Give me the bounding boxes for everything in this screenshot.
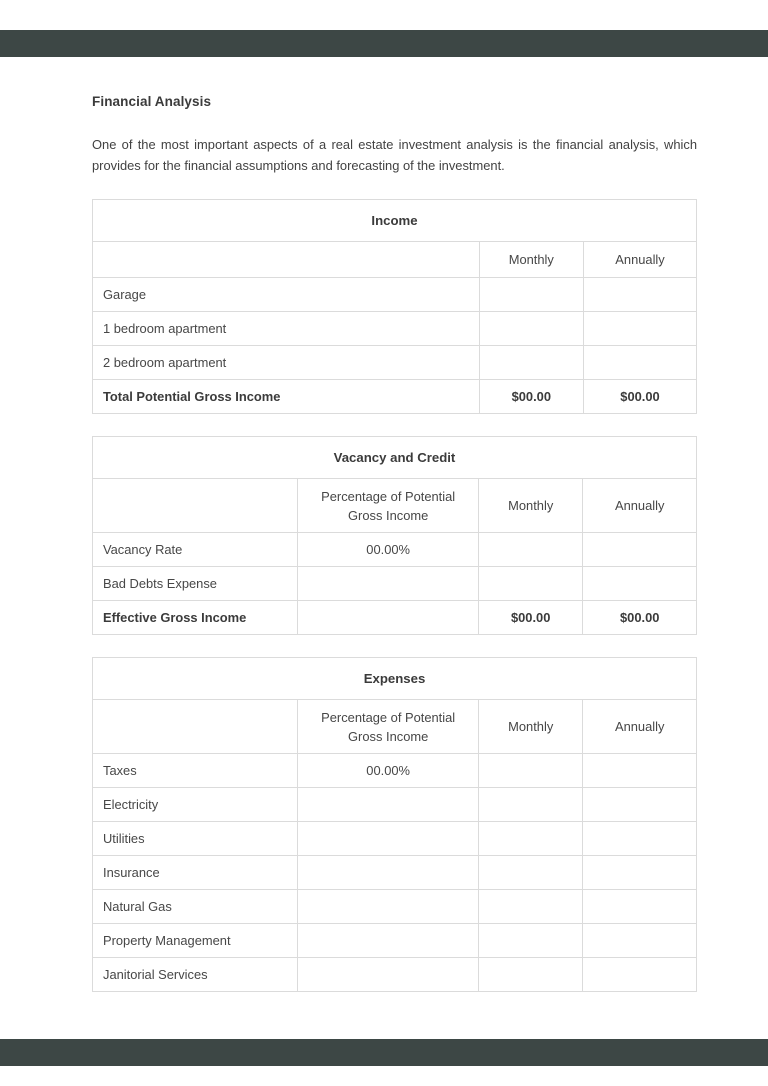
cell-value bbox=[478, 924, 582, 958]
column-header: Annually bbox=[583, 700, 697, 754]
column-header: Monthly bbox=[478, 700, 582, 754]
cell-value bbox=[479, 312, 583, 346]
cell-value bbox=[583, 533, 697, 567]
table-row bbox=[93, 312, 697, 346]
cell-value bbox=[478, 890, 582, 924]
table-row bbox=[93, 890, 697, 924]
cell-value bbox=[584, 346, 697, 380]
row-label: Taxes bbox=[93, 754, 298, 788]
table-row bbox=[93, 958, 697, 992]
cell-value bbox=[479, 346, 583, 380]
cell-value bbox=[478, 822, 582, 856]
column-header: Percentage of Potential Gross Income bbox=[298, 479, 479, 533]
column-header: Annually bbox=[583, 479, 697, 533]
row-label: Effective Gross Income bbox=[93, 601, 298, 635]
cell-value bbox=[479, 278, 583, 312]
cell-value: $00.00 bbox=[584, 380, 697, 414]
table-row bbox=[93, 380, 697, 414]
tables-container bbox=[92, 199, 697, 992]
table-row bbox=[93, 788, 697, 822]
cell-value bbox=[298, 788, 479, 822]
cell-value: 00.00% bbox=[298, 533, 479, 567]
table-row bbox=[93, 754, 697, 788]
row-label: 1 bedroom apartment bbox=[93, 312, 480, 346]
row-label: Total Potential Gross Income bbox=[93, 380, 480, 414]
cell-value bbox=[298, 822, 479, 856]
row-label: Vacancy Rate bbox=[93, 533, 298, 567]
cell-value bbox=[298, 601, 479, 635]
table-row bbox=[93, 601, 697, 635]
cell-value bbox=[478, 958, 582, 992]
column-header: Annually bbox=[584, 242, 697, 278]
row-label: Janitorial Services bbox=[93, 958, 298, 992]
row-label: Bad Debts Expense bbox=[93, 567, 298, 601]
table-expenses bbox=[92, 657, 697, 992]
column-header: Monthly bbox=[479, 242, 583, 278]
cell-value bbox=[583, 856, 697, 890]
cell-value bbox=[298, 958, 479, 992]
table-row bbox=[93, 856, 697, 890]
cell-value bbox=[478, 788, 582, 822]
bottom-accent-bar bbox=[0, 1039, 768, 1066]
table-row bbox=[93, 278, 697, 312]
row-label: Natural Gas bbox=[93, 890, 298, 924]
cell-value bbox=[583, 890, 697, 924]
cell-value bbox=[583, 754, 697, 788]
table-vacancy-and-credit bbox=[92, 436, 697, 635]
table-row bbox=[93, 346, 697, 380]
cell-value bbox=[583, 567, 697, 601]
page-title: Financial Analysis bbox=[92, 94, 212, 109]
cell-value bbox=[298, 924, 479, 958]
cell-value bbox=[583, 958, 697, 992]
intro-paragraph: One of the most important aspects of a real estate investment analysis is the financial analysis, which provides for the financial assumptions and forecasting of the investment. bbox=[92, 137, 697, 173]
row-label: Utilities bbox=[93, 822, 298, 856]
column-header-blank bbox=[93, 700, 298, 754]
cell-value bbox=[298, 890, 479, 924]
cell-value bbox=[478, 533, 582, 567]
cell-value bbox=[478, 856, 582, 890]
cell-value bbox=[583, 788, 697, 822]
column-header: Percentage of Potential Gross Income bbox=[298, 700, 479, 754]
table-row bbox=[93, 924, 697, 958]
cell-value bbox=[478, 754, 582, 788]
table-title-vacancy-and-credit: Vacancy and Credit bbox=[93, 437, 697, 479]
cell-value bbox=[478, 567, 582, 601]
table-row bbox=[93, 533, 697, 567]
cell-value: 00.00% bbox=[298, 754, 479, 788]
cell-value bbox=[583, 924, 697, 958]
column-header-blank bbox=[93, 479, 298, 533]
row-label: Property Management bbox=[93, 924, 298, 958]
cell-value: $00.00 bbox=[479, 380, 583, 414]
row-label: Insurance bbox=[93, 856, 298, 890]
column-header: Monthly bbox=[478, 479, 582, 533]
row-label: 2 bedroom apartment bbox=[93, 346, 480, 380]
row-label: Electricity bbox=[93, 788, 298, 822]
table-title-expenses: Expenses bbox=[93, 658, 697, 700]
table-row bbox=[93, 822, 697, 856]
cell-value bbox=[583, 822, 697, 856]
row-label: Garage bbox=[93, 278, 480, 312]
column-header-blank bbox=[93, 242, 480, 278]
cell-value bbox=[584, 278, 697, 312]
table-income bbox=[92, 199, 697, 414]
table-title-income: Income bbox=[93, 200, 697, 242]
cell-value bbox=[298, 856, 479, 890]
page-content bbox=[92, 0, 697, 992]
table-row bbox=[93, 567, 697, 601]
cell-value: $00.00 bbox=[478, 601, 582, 635]
cell-value bbox=[584, 312, 697, 346]
cell-value bbox=[298, 567, 479, 601]
cell-value: $00.00 bbox=[583, 601, 697, 635]
